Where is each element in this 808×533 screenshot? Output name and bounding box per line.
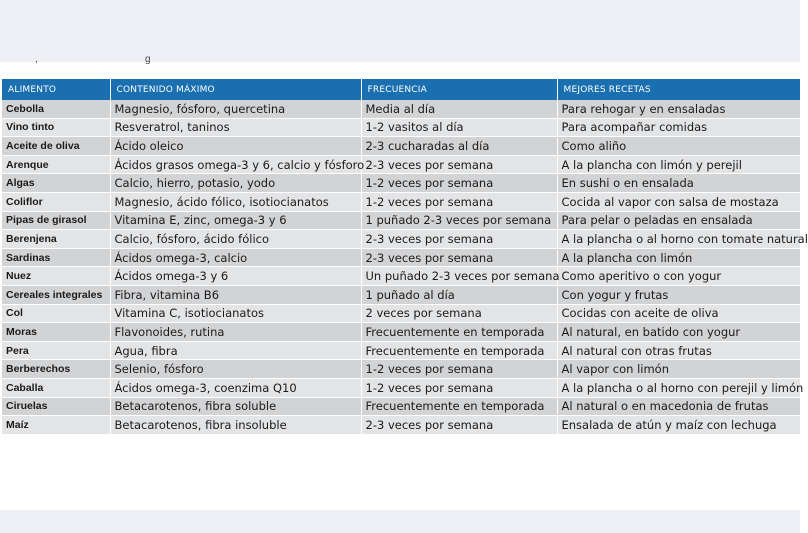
table-row [2,360,800,379]
cell-recetas: A la plancha o al horno con perejil y limón [557,378,800,397]
cell-alimento: Sardinas [2,248,110,267]
cell-contenido: Flavonoides, rutina [110,323,361,342]
header-row [2,79,800,100]
cell-contenido: Ácidos grasos omega-3 y 6, calcio y fósforo [110,155,361,174]
table-body [2,100,808,434]
cell-recetas: En sushi o en ensalada [557,174,800,193]
cell-frecuencia: 2-3 veces por semana [361,248,557,267]
cell-alimento: Col [2,304,110,323]
cell-frecuencia: 1 puñado 2-3 veces por semana [361,211,557,230]
cell-recetas: A la plancha con limón [557,248,800,267]
cell-contenido: Magnesio, ácido fólico, isotiocianatos [110,192,361,211]
table-row [2,174,800,193]
table-row [2,304,800,323]
cell-contenido: Calcio, fósforo, ácido fólico [110,230,361,249]
cell-frecuencia: 2-3 veces por semana [361,155,557,174]
cell-alimento: Pera [2,341,110,360]
cell-frecuencia: 2-3 cucharadas al día [361,137,557,156]
cell-frecuencia: 1-2 vasitos al día [361,118,557,137]
cell-alimento: Arenque [2,155,110,174]
cell-recetas: A la plancha o al horno con tomate natural [557,230,800,249]
cell-recetas: Ensalada de atún y maíz con lechuga [557,416,800,435]
cell-frecuencia: 2-3 veces por semana [361,416,557,435]
cell-frecuencia: 1-2 veces por semana [361,360,557,379]
cell-recetas: Al natural, en batido con yogur [557,323,800,342]
cell-recetas: Para rehogar y en ensaladas [557,100,800,118]
cell-alimento: Aceite de oliva [2,137,110,156]
cell-alimento: Ciruelas [2,397,110,416]
table-row [2,155,800,174]
table-row [2,323,800,342]
cell-frecuencia: 2-3 veces por semana [361,230,557,249]
table-row [2,118,800,137]
cell-contenido: Magnesio, fósforo, quercetina [110,100,361,118]
table-row [2,100,800,118]
cell-contenido: Ácidos omega-3 y 6 [110,267,361,286]
cell-alimento: Caballa [2,378,110,397]
bottom-band [0,510,800,533]
cell-alimento: Nuez [2,267,110,286]
header-frecuencia: FRECUENCIA [361,79,557,100]
table-row [2,416,800,435]
cell-recetas: Al natural o en macedonia de frutas [557,397,800,416]
cell-recetas: Para pelar o peladas en ensalada [557,211,800,230]
cell-alimento: Algas [2,174,110,193]
header-recetas: MEJORES RECETAS [557,79,800,100]
table-row [2,230,800,249]
cell-recetas: Cocida al vapor con salsa de mostaza [557,192,800,211]
cell-contenido: Calcio, hierro, potasio, yodo [110,174,361,193]
cell-contenido: Fibra, vitamina B6 [110,285,361,304]
table-row [2,285,800,304]
cell-recetas: Para acompañar comidas [557,118,800,137]
foods-table [2,79,808,435]
table-row [2,211,800,230]
cell-frecuencia: 2 veces por semana [361,304,557,323]
table-header [2,79,800,100]
cell-recetas: Con yogur y frutas [557,285,800,304]
cell-alimento: Cereales integrales [2,285,110,304]
cell-contenido: Selenio, fósforo [110,360,361,379]
cell-alimento: Berenjena [2,230,110,249]
cell-recetas: Cocidas con aceite de oliva [557,304,800,323]
cell-contenido: Vitamina E, zinc, omega-3 y 6 [110,211,361,230]
cell-contenido: Ácidos omega-3, coenzima Q10 [110,378,361,397]
cell-recetas: Al vapor con limón [557,360,800,379]
cell-alimento: Coliflor [2,192,110,211]
top-band [0,0,800,62]
cell-contenido: Betacarotenos, fibra insoluble [110,416,361,435]
cell-contenido: Vitamina C, isotiocianatos [110,304,361,323]
cell-contenido: Ácido oleico [110,137,361,156]
cell-recetas: A la plancha con limón y perejil [557,155,800,174]
cell-contenido: Resveratrol, taninos [110,118,361,137]
cell-frecuencia: Frecuentemente en temporada [361,341,557,360]
cell-frecuencia: 1-2 veces por semana [361,192,557,211]
header-contenido: CONTENIDO MÁXIMO [110,79,361,100]
cell-recetas: Como aliño [557,137,800,156]
cell-alimento: Maíz [2,416,110,435]
cell-frecuencia: 1-2 veces por semana [361,378,557,397]
cell-contenido: Betacarotenos, fibra soluble [110,397,361,416]
cell-recetas: Como aperitivo o con yogur [557,267,800,286]
cell-alimento: Vino tinto [2,118,110,137]
cell-frecuencia: Frecuentemente en temporada [361,397,557,416]
cell-alimento: Pipas de girasol [2,211,110,230]
cell-alimento: Moras [2,323,110,342]
table-row [2,378,800,397]
table-row [2,397,800,416]
cell-contenido: Ácidos omega-3, calcio [110,248,361,267]
cell-recetas: Al natural con otras frutas [557,341,800,360]
cell-contenido: Agua, fibra [110,341,361,360]
table-row [2,267,800,286]
header-alimento: ALIMENTO [2,79,110,100]
cell-alimento: Cebolla [2,100,110,118]
table-row [2,341,800,360]
cell-alimento: Berberechos [2,360,110,379]
clipped-caption-fragment: , g [35,54,151,65]
table-row [2,248,800,267]
cell-frecuencia: Un puñado 2-3 veces por semana [361,267,557,286]
cell-frecuencia: Frecuentemente en temporada [361,323,557,342]
cell-frecuencia: Media al día [361,100,557,118]
cell-frecuencia: 1-2 veces por semana [361,174,557,193]
table-row [2,192,800,211]
cell-frecuencia: 1 puñado al día [361,285,557,304]
table-row [2,137,800,156]
